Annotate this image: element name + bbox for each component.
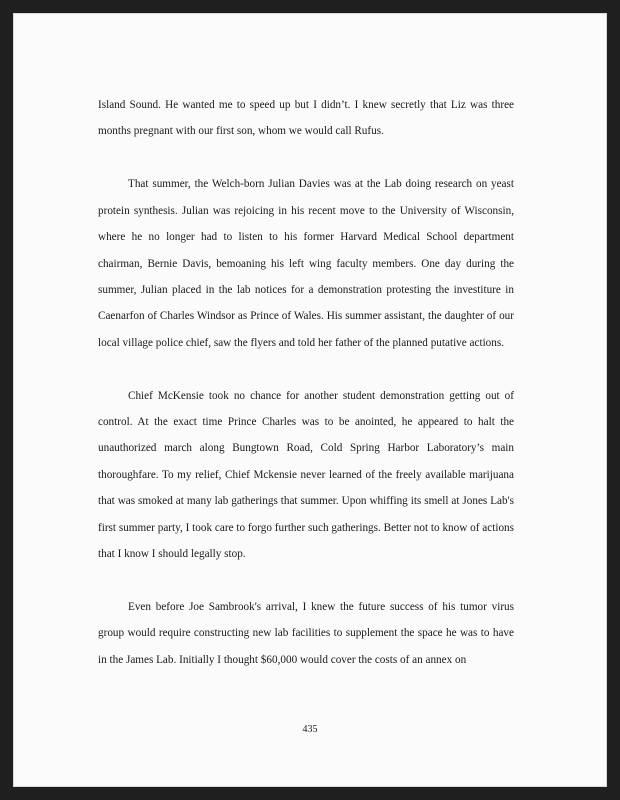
body-text xyxy=(98,92,514,673)
paragraph-gap xyxy=(98,356,514,383)
paragraph-4: Even before Joe Sambrook's arrival, I knew the future success of his tumor virus group would require constructing new lab facilities to supplement the space he was to have in the James Lab. Initially I thought $60,000 would cover the costs of an annex on xyxy=(98,601,514,666)
page-number: 435 xyxy=(302,724,318,735)
paragraph-2: That summer, the Welch-born Julian Davies was at the Lab doing research on yeast protein synthesis. Julian was rejoicing in his recent move to the University of Wisconsin, where he no longer had to listen to his former Harvard Medical School department chairman, Bernie Davis, bemoaning his left wing faculty members. One day during the summer, Julian placed in the lab notices for a demonstration protesting the investiture in Caenarfon of Charles Windsor as Prince of Wales. His summer assistant, the daughter of our local village police chief, saw the flyers and told her father of the planned putative actions. xyxy=(98,178,514,349)
paragraph-gap xyxy=(98,568,514,595)
paragraph-gap xyxy=(98,145,514,172)
paragraph-3: Chief McKensie took no chance for another student demonstration getting out of control. At the exact time Prince Charles was to be anointed, he appeared to halt the unauthorized march along Bungtown Road, Cold Spring Harbor Laboratory’s main thoroughfare. To my relief, Chief Mckensie never learned of the freely available marijuana that was smoked at many lab gatherings that summer. Upon whiffing its smell at Jones Lab's first summer party, I took care to forgo further such gatherings. Better not to know of actions that I know I should legally stop. xyxy=(98,389,514,561)
paragraph-1: Island Sound. He wanted me to speed up but I didn’t. I knew secretly that Liz was three months pregnant with our first son, whom we would call Rufus. xyxy=(98,99,514,138)
